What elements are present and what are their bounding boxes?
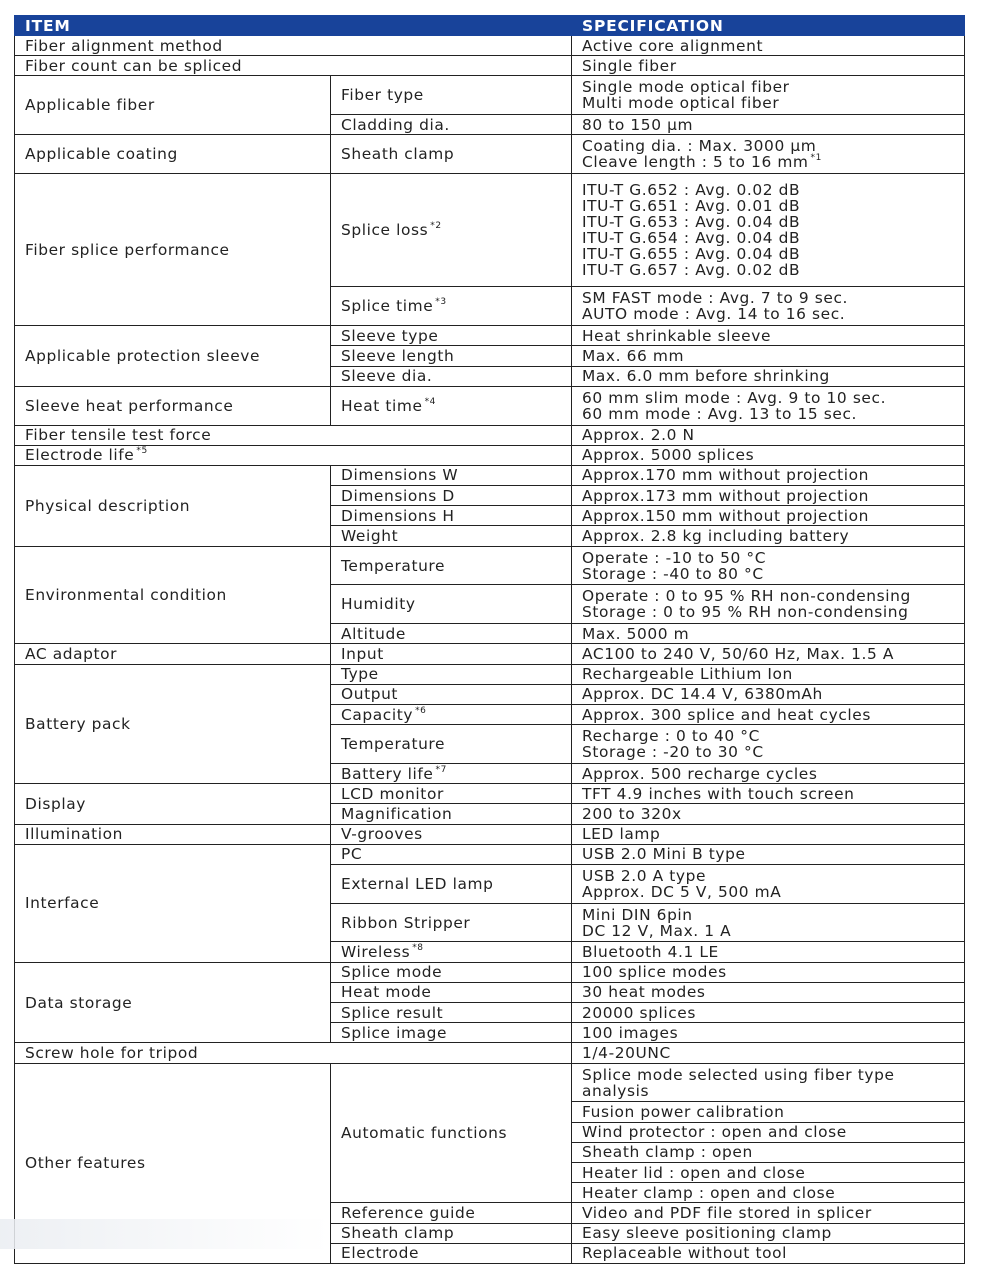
sub-label-text: Electrode xyxy=(341,1244,420,1263)
spec-value xyxy=(572,56,965,76)
item-text: Other features xyxy=(25,1154,146,1173)
spec-line: AC100 to 240 V, 50/60 Hz, Max. 1.5 A xyxy=(582,645,894,663)
sub-label xyxy=(331,664,572,684)
spec-line: Max. 6.0 mm before shrinking xyxy=(582,367,830,386)
spec-line: Replaceable without tool xyxy=(582,1244,788,1263)
spec-value xyxy=(572,366,965,386)
spec-value xyxy=(572,1162,965,1182)
spec-value xyxy=(572,506,965,526)
sub-label xyxy=(331,174,572,287)
sub-label xyxy=(331,326,572,346)
sub-label-text: Output xyxy=(341,685,399,704)
item-label xyxy=(15,844,331,962)
sub-label xyxy=(331,287,572,326)
sub-label xyxy=(331,1063,572,1203)
item-text: Interface xyxy=(25,894,100,913)
sub-label xyxy=(331,824,572,844)
sub-label xyxy=(331,1023,572,1043)
item-label xyxy=(15,465,331,546)
spec-value xyxy=(572,704,965,724)
header-specification: SPECIFICATION xyxy=(572,16,965,36)
spec-row xyxy=(15,36,965,56)
sub-label-text: Splice result xyxy=(341,1003,444,1022)
spec-line: Approx. 5000 splices xyxy=(582,446,755,465)
spec-value xyxy=(572,864,965,903)
spec-row xyxy=(15,664,965,684)
spec-value xyxy=(572,326,965,346)
sub-label-text: Dimensions D xyxy=(341,486,455,505)
item-text: Fiber splice performance xyxy=(25,240,230,259)
spec-line: Coating dia. : Max. 3000 μm xyxy=(582,137,817,156)
sub-label-text: Humidity xyxy=(341,595,416,614)
sub-label-text: Splice image xyxy=(341,1023,448,1042)
spec-value xyxy=(572,684,965,704)
sub-label-text: Altitude xyxy=(341,624,406,643)
item-label xyxy=(15,664,331,784)
sub-label xyxy=(331,546,572,585)
sub-label-text: Ribbon Stripper xyxy=(341,913,471,932)
sub-label xyxy=(331,684,572,704)
sub-label xyxy=(331,644,572,664)
spec-line: 1/4-20UNC xyxy=(582,1044,671,1063)
spec-row xyxy=(15,1063,965,1102)
sub-label xyxy=(331,486,572,506)
item-label xyxy=(15,445,572,465)
sub-label xyxy=(331,115,572,135)
sub-label xyxy=(331,135,572,174)
item-text: Sleeve heat performance xyxy=(25,396,234,415)
sub-label xyxy=(331,76,572,115)
spec-line: USB 2.0 Mini B type xyxy=(582,845,746,864)
sub-label-text: Automatic functions xyxy=(341,1123,508,1142)
spec-line: Heater clamp : open and close xyxy=(582,1183,836,1202)
spec-line: Approx. 300 splice and heat cycles xyxy=(582,705,871,724)
spec-line: Operate : -10 to 50 °C xyxy=(582,548,767,567)
spec-row xyxy=(15,56,965,76)
item-text: Data storage xyxy=(25,993,133,1012)
sub-label xyxy=(331,346,572,366)
spec-line: Single mode optical fiber xyxy=(582,78,790,97)
sub-label-text: Dimensions W xyxy=(341,466,459,485)
sub-label-text: Type xyxy=(341,665,379,684)
item-label xyxy=(15,824,331,844)
spec-line: Approx. DC 5 V, 500 mA xyxy=(582,882,782,901)
item-text: Applicable coating xyxy=(25,145,178,164)
sub-label xyxy=(331,784,572,804)
item-text: Fiber alignment method xyxy=(25,36,223,55)
spec-value xyxy=(572,1183,965,1203)
sub-label-text: Magnification xyxy=(341,804,453,823)
spec-value xyxy=(572,386,965,425)
spec-line: ITU-T G.652 : Avg. 0.02 dB xyxy=(582,181,801,200)
spec-row xyxy=(15,844,965,864)
spec-line: Bluetooth 4.1 LE xyxy=(582,943,719,962)
spec-line: Storage : 0 to 95 % RH non-condensing xyxy=(582,603,909,622)
spec-line: 30 heat modes xyxy=(582,983,706,1002)
sub-label-text: Fiber type xyxy=(341,86,424,105)
spec-row xyxy=(15,425,965,445)
spec-line: 100 splice modes xyxy=(582,963,727,982)
spec-line: Approx. DC 14.4 V, 6380mAh xyxy=(582,685,823,704)
spec-line: ITU-T G.651 : Avg. 0.01 dB xyxy=(582,197,801,216)
spec-line: TFT 4.9 inches with touch screen xyxy=(582,784,855,803)
spec-line: Max. 5000 m xyxy=(582,624,690,643)
spec-row xyxy=(15,326,965,346)
item-label xyxy=(15,1063,331,1263)
spec-line: Approx. 500 recharge cycles xyxy=(582,764,818,783)
spec-line: Splice mode selected using fiber type xyxy=(582,1065,895,1084)
spec-line: Single fiber xyxy=(582,56,677,75)
spec-row xyxy=(15,644,965,664)
sub-label xyxy=(331,386,572,425)
spec-line: Approx. 2.0 N xyxy=(582,426,695,445)
sub-label xyxy=(331,982,572,1002)
spec-line: Rechargeable Lithium Ion xyxy=(582,665,793,684)
spec-value xyxy=(572,1043,965,1063)
spec-line: Operate : 0 to 95 % RH non-condensing xyxy=(582,587,911,606)
footnote-marker: *2 xyxy=(430,221,442,232)
spec-line: ITU-T G.657 : Avg. 0.02 dB xyxy=(582,261,801,280)
sub-label-text: Sleeve length xyxy=(341,346,455,365)
sub-label xyxy=(331,506,572,526)
spec-row xyxy=(15,962,965,982)
item-text: Physical description xyxy=(25,496,191,515)
spec-value xyxy=(572,624,965,644)
spec-value xyxy=(572,445,965,465)
sub-label-text: Cladding dia. xyxy=(341,115,450,134)
spec-row xyxy=(15,546,965,585)
spec-line: USB 2.0 A type xyxy=(582,866,707,885)
spec-line: DC 12 V, Max. 1 A xyxy=(582,921,732,940)
item-label xyxy=(15,546,331,644)
spec-row xyxy=(15,135,965,174)
spec-value xyxy=(572,425,965,445)
spec-value xyxy=(572,76,965,115)
item-text: Fiber count can be spliced xyxy=(25,56,243,75)
sub-label xyxy=(331,1243,572,1263)
spec-value xyxy=(572,725,965,764)
spec-value xyxy=(572,1063,965,1102)
spec-value xyxy=(572,346,965,366)
spec-line: 200 to 320x xyxy=(582,804,682,823)
spec-line: ITU-T G.653 : Avg. 0.04 dB xyxy=(582,213,801,232)
spec-line: Approx.173 mm without projection xyxy=(582,486,869,505)
spec-value xyxy=(572,784,965,804)
spec-row xyxy=(15,824,965,844)
spec-value xyxy=(572,982,965,1002)
item-label xyxy=(15,784,331,824)
item-label xyxy=(15,425,572,445)
sub-label-text: Sheath clamp xyxy=(341,145,455,164)
footnote-marker: *6 xyxy=(415,705,427,716)
item-label xyxy=(15,644,331,664)
spec-line: Easy sleeve positioning clamp xyxy=(582,1224,832,1243)
sub-label-text: Sleeve type xyxy=(341,326,439,345)
item-label xyxy=(15,135,331,174)
spec-table xyxy=(14,15,965,1264)
spec-line: ITU-T G.654 : Avg. 0.04 dB xyxy=(582,229,801,248)
item-label xyxy=(15,56,572,76)
sub-label-text: Sheath clamp xyxy=(341,1224,455,1243)
spec-body xyxy=(15,36,965,1264)
spec-value xyxy=(572,135,965,174)
sub-label-text: LCD monitor xyxy=(341,784,444,803)
item-text: Illumination xyxy=(25,825,123,844)
sub-label xyxy=(331,844,572,864)
sub-label-text: Capacity xyxy=(341,705,414,724)
footnote-marker: *8 xyxy=(412,943,424,954)
sub-label-text: Splice mode xyxy=(341,963,443,982)
spec-line: Storage : -40 to 80 °C xyxy=(582,564,764,583)
spec-value xyxy=(572,526,965,546)
sub-label-text: Temperature xyxy=(341,556,446,575)
sub-label xyxy=(331,465,572,485)
sub-label xyxy=(331,725,572,764)
spec-line: SM FAST mode : Avg. 7 to 9 sec. xyxy=(582,289,849,308)
spec-row xyxy=(15,174,965,287)
spec-row xyxy=(15,1043,965,1063)
spec-line: Approx.170 mm without projection xyxy=(582,466,869,485)
item-label xyxy=(15,962,331,1043)
item-text: Fiber tensile test force xyxy=(25,426,212,445)
footnote-marker: *4 xyxy=(424,396,437,407)
spec-value xyxy=(572,1122,965,1142)
spec-row xyxy=(15,784,965,804)
spec-value xyxy=(572,585,965,624)
spec-value xyxy=(572,115,965,135)
spec-value xyxy=(572,804,965,824)
spec-line: Fusion power calibration xyxy=(582,1103,785,1121)
sub-label xyxy=(331,1223,572,1243)
spec-row xyxy=(15,386,965,425)
spec-value xyxy=(572,36,965,56)
sub-label xyxy=(331,704,572,724)
spec-line: AUTO mode : Avg. 14 to 16 sec. xyxy=(582,305,846,324)
spec-line: Video and PDF file stored in splicer xyxy=(582,1203,872,1222)
sub-label xyxy=(331,804,572,824)
item-text: Applicable protection sleeve xyxy=(25,346,261,365)
sub-label-text: Dimensions H xyxy=(341,506,455,525)
spec-line: Mini DIN 6pin xyxy=(582,905,693,924)
spec-value xyxy=(572,763,965,783)
item-text: Battery pack xyxy=(25,714,131,733)
sub-label-text: Battery life xyxy=(341,764,434,783)
spec-value xyxy=(572,174,965,287)
spec-line: Approx.150 mm without projection xyxy=(582,506,869,525)
spec-value xyxy=(572,465,965,485)
spec-value xyxy=(572,644,965,664)
spec-line: ITU-T G.655 : Avg. 0.04 dB xyxy=(582,245,801,264)
sub-label-text: Wireless xyxy=(341,943,411,962)
sub-label xyxy=(331,962,572,982)
spec-line: Heater lid : open and close xyxy=(582,1163,806,1182)
sub-label xyxy=(331,763,572,783)
item-text: Display xyxy=(25,794,86,813)
sub-label xyxy=(331,366,572,386)
footnote-marker: *3 xyxy=(435,297,447,308)
spec-value xyxy=(572,1203,965,1223)
item-text: Electrode life xyxy=(25,446,135,465)
spec-line: 100 images xyxy=(582,1023,679,1042)
spec-value xyxy=(572,1223,965,1243)
item-text: Applicable fiber xyxy=(25,96,155,115)
sub-label-text: Heat time xyxy=(341,396,423,415)
spec-value xyxy=(572,1102,965,1122)
item-text: Environmental condition xyxy=(25,586,227,605)
sub-label xyxy=(331,1203,572,1223)
item-label xyxy=(15,1043,572,1063)
spec-line: Cleave length : 5 to 16 mm xyxy=(582,153,809,172)
spec-line: Wind protector : open and close xyxy=(582,1123,847,1142)
spec-line: 60 mm mode : Avg. 13 to 15 sec. xyxy=(582,404,857,423)
spec-row xyxy=(15,445,965,465)
spec-value xyxy=(572,486,965,506)
sub-label xyxy=(331,526,572,546)
spec-value xyxy=(572,942,965,962)
spec-line: Multi mode optical fiber xyxy=(582,94,780,113)
sub-label xyxy=(331,585,572,624)
sub-label xyxy=(331,942,572,962)
item-label xyxy=(15,36,572,56)
item-text: Screw hole for tripod xyxy=(25,1044,199,1063)
sub-label-text: Splice time xyxy=(341,297,434,316)
spec-line: Sheath clamp : open xyxy=(582,1143,753,1162)
spec-line: Heat shrinkable sleeve xyxy=(582,326,772,345)
sub-label-text: Input xyxy=(341,645,384,663)
sub-label xyxy=(331,1003,572,1023)
sub-label xyxy=(331,864,572,903)
sub-label-text: Splice loss xyxy=(341,221,429,240)
sub-label-text: Sleeve dia. xyxy=(341,367,433,386)
item-label xyxy=(15,76,331,135)
spec-line: Recharge : 0 to 40 °C xyxy=(582,727,760,746)
spec-value xyxy=(572,824,965,844)
spec-line: LED lamp xyxy=(582,825,661,844)
spec-value xyxy=(572,1142,965,1162)
spec-line: Approx. 2.8 kg including battery xyxy=(582,527,850,546)
spec-value xyxy=(572,1003,965,1023)
spec-row xyxy=(15,76,965,115)
spec-line: Max. 66 mm xyxy=(582,346,685,365)
spec-line: Storage : -20 to 30 °C xyxy=(582,743,764,762)
spec-line: 60 mm slim mode : Avg. 9 to 10 sec. xyxy=(582,388,887,407)
spec-line: Active core alignment xyxy=(582,36,764,55)
header-item: ITEM xyxy=(15,16,572,36)
spec-line: 80 to 150 μm xyxy=(582,115,694,134)
spec-value xyxy=(572,903,965,942)
spec-value xyxy=(572,1023,965,1043)
spec-line: 20000 splices xyxy=(582,1003,696,1022)
sub-label-text: Reference guide xyxy=(341,1203,476,1222)
spec-row xyxy=(15,465,965,485)
item-label xyxy=(15,326,331,387)
sub-label-text: Temperature xyxy=(341,735,446,754)
footnote-marker: *5 xyxy=(136,446,148,457)
spec-value xyxy=(572,1243,965,1263)
item-text: AC adaptor xyxy=(25,645,118,663)
spec-line: analysis xyxy=(582,1081,650,1100)
sub-label xyxy=(331,624,572,644)
footnote-marker: *7 xyxy=(435,764,447,775)
item-label xyxy=(15,386,331,425)
spec-value xyxy=(572,546,965,585)
sub-label-text: External LED lamp xyxy=(341,874,494,893)
sub-label-text: PC xyxy=(341,845,363,864)
spec-value xyxy=(572,664,965,684)
sub-label-text: Weight xyxy=(341,527,399,546)
sub-label xyxy=(331,903,572,942)
spec-value xyxy=(572,962,965,982)
header-row xyxy=(15,16,965,36)
spec-value xyxy=(572,287,965,326)
item-label xyxy=(15,174,331,326)
sub-label-text: V-grooves xyxy=(341,825,423,844)
spec-value xyxy=(572,844,965,864)
footnote-marker: *1 xyxy=(810,153,822,164)
sub-label-text: Heat mode xyxy=(341,983,432,1002)
